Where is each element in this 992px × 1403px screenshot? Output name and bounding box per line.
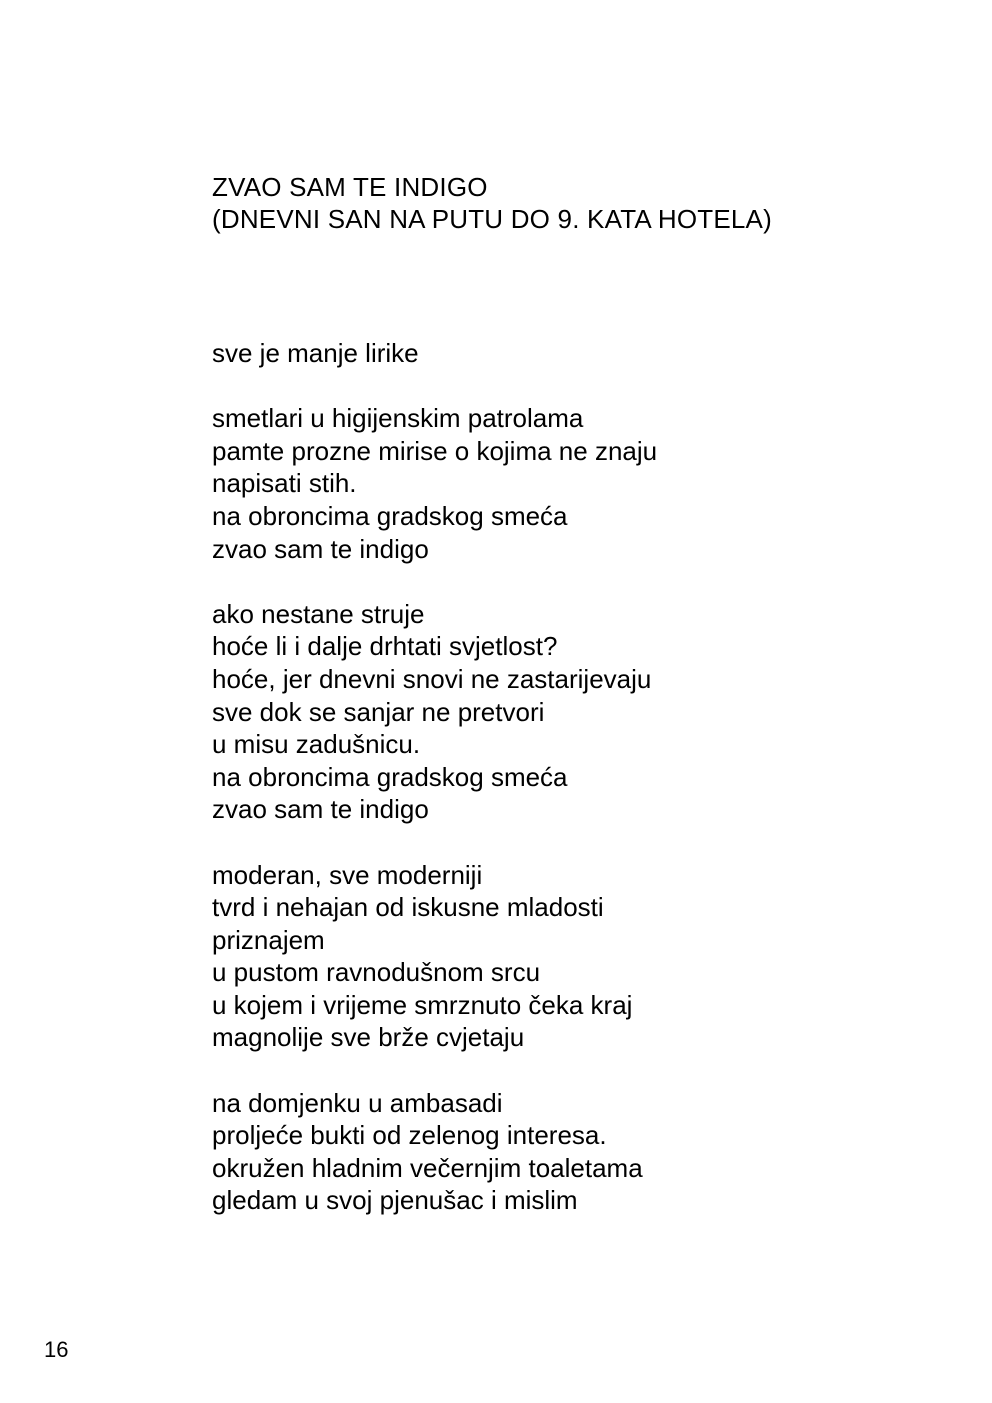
title-line-1: ZVAO SAM TE INDIGO: [212, 172, 488, 202]
title-line-2: (DNEVNI SAN NA PUTU DO 9. KATA HOTELA): [212, 204, 772, 234]
stanza-3: [212, 598, 657, 826]
poem-line: proljeće bukti od zelenog interesa.: [212, 1120, 607, 1151]
poem-body: [212, 337, 657, 1217]
poem-line: moderan, sve moderniji: [212, 859, 483, 890]
poem-line: priznajem: [212, 924, 325, 955]
stanza-2: [212, 402, 657, 565]
poem-line: hoće li i dalje drhtati svjetlost?: [212, 631, 558, 662]
poem-line: okružen hladnim večernjim toaletama: [212, 1152, 643, 1183]
poem-line: sve dok se sanjar ne pretvori: [212, 696, 545, 727]
stanza-5: [212, 1087, 657, 1217]
poem-line: na obroncima gradskog smeća: [212, 761, 568, 792]
poem-line: zvao sam te indigo: [212, 533, 429, 564]
stanza-4: [212, 859, 657, 1055]
poem-line: magnolije sve brže cvjetaju: [212, 1022, 525, 1053]
poem-line: gledam u svoj pjenušac i mislim: [212, 1185, 578, 1216]
poem-line: zvao sam te indigo: [212, 794, 429, 825]
stanza-1: [212, 337, 657, 370]
poem-line: hoće, jer dnevni snovi ne zastarijevaju: [212, 663, 652, 694]
poem-line: na obroncima gradskog smeća: [212, 500, 568, 531]
poem-line: u pustom ravnodušnom srcu: [212, 957, 541, 988]
poem-line: napisati stih.: [212, 468, 357, 499]
poem-title: [212, 171, 772, 235]
poem-line: na domjenku u ambasadi: [212, 1087, 503, 1118]
poem-line: u kojem i vrijeme smrznuto čeka kraj: [212, 989, 633, 1020]
poem-line: smetlari u higijenskim patrolama: [212, 403, 584, 434]
poem-line: pamte prozne mirise o kojima ne znaju: [212, 435, 658, 466]
page-number: 16: [44, 1337, 69, 1362]
poem-line: u misu zadušnicu.: [212, 729, 421, 760]
poem-line: sve je manje lirike: [212, 338, 419, 368]
poem-line: ako nestane struje: [212, 598, 425, 629]
poem-line: tvrd i nehajan od iskusne mladosti: [212, 892, 604, 923]
